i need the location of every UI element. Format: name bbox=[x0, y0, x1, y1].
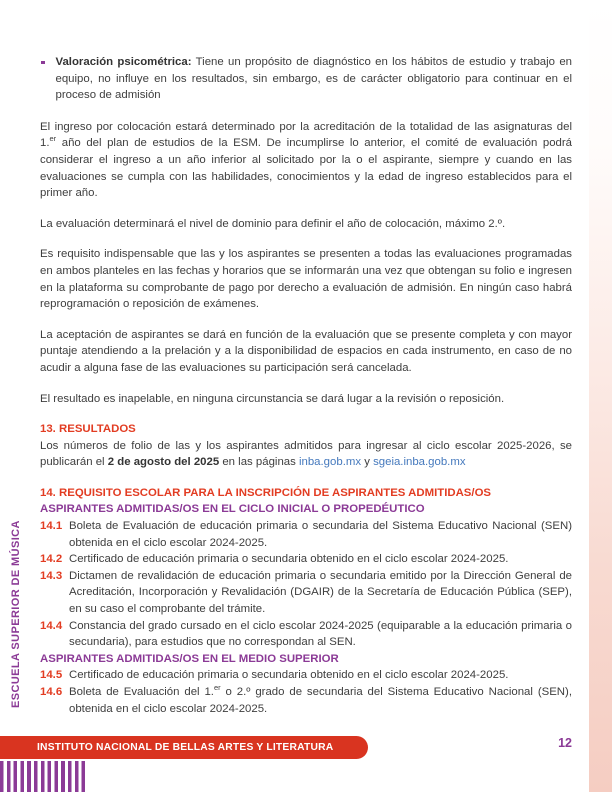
page-number: 12 bbox=[558, 736, 572, 750]
page-content bbox=[40, 54, 572, 717]
footer-banner: INSTITUTO NACIONAL DE BELLAS ARTES Y LITERATURA bbox=[0, 736, 368, 759]
item-text: Constancia del grado cursado en el ciclo escolar 2024-2025 (equiparable a la educación primaria o secundaria), para estudios que no correspondan al SEN. bbox=[69, 619, 572, 649]
paragraph-aceptacion-aspirantes: La aceptación de aspirantes se dará en función de la evaluación que se presente completa y con mayor puntaje atendiendo a la prelación y a la disponibilidad de espacios en cada instrumento, en caso de no acudir a alguna fase de las evaluaciones su participación será cancelada. bbox=[40, 328, 572, 374]
subheading-medio-superior: ASPIRANTES ADMITIDAS/OS EN EL MEDIO SUPERIOR bbox=[40, 652, 339, 665]
results-date-bold: 2 de agosto del 2025 bbox=[107, 456, 220, 469]
requirement-item-14-5 bbox=[40, 667, 572, 684]
bullet-rest-text: Tiene un propósito de diagnóstico en los hábitos de estudio y trabajo en equipo, no influye en los resultados, sin embargo, es de carácter obligatorio para continuar en el proceso de admisión bbox=[55, 56, 573, 102]
item-number: 14.4 bbox=[40, 619, 63, 632]
bullet-lead-bold: Valoración psicométrica: bbox=[55, 56, 192, 68]
paragraph-evaluacion-dominio: La evaluación determinará el nivel de dominio para definir el año de colocación, máximo 2.º. bbox=[40, 217, 506, 230]
item-text: Dictamen de revalidación de educación primaria o secundaria emitido por la Dirección General de Acreditación, Incorporación y Revalidación (DGAIR) de la Secretaría de Educación Pública (SEP), en su caso el comprobante del trámite. bbox=[69, 569, 572, 616]
item-text-part: o 2.º grado de secundaria del Sistema Educativo Nacional (SEN), obtenida en el ciclo escolar 2024-2025. bbox=[69, 686, 572, 715]
results-text-part: en las páginas bbox=[219, 456, 299, 469]
item-number: 14.2 bbox=[40, 553, 63, 566]
paragraph-part: El ingreso por colocación estará determinado por la acreditación de la totalidad de las asignaturas del 1. bbox=[40, 120, 572, 150]
bullet-square-icon bbox=[41, 61, 45, 65]
item-number: 14.1 bbox=[40, 520, 63, 533]
requirement-item-14-3 bbox=[40, 568, 572, 618]
item-number: 14.3 bbox=[40, 569, 63, 582]
results-text-part: y bbox=[361, 456, 374, 469]
bullet-item-text bbox=[56, 54, 573, 104]
paragraph-requisito-indispensable: Es requisito indispensable que las y los aspirantes se presenten a todas las evaluaciones programadas en ambos planteles en las fechas y horarios que se informarán una vez que obtengan su folio e ingresen en la plataforma su comprobante de pago por derecho a evaluación de admisión. En ningún caso habrá reprogramación o reposición de exámenes. bbox=[40, 248, 572, 311]
link-inba-gob-mx[interactable]: inba.gob.mx bbox=[298, 456, 362, 469]
bullet-item-valoracion bbox=[40, 54, 572, 104]
paragraph-resultado-inapelable: El resultado es inapelable, en ninguna circunstancia se dará lugar a la revisión o reposición. bbox=[40, 392, 505, 405]
paragraph-part: año del plan de estudios de la ESM. De incumplirse lo anterior, el comité de evaluación podrá considerar el ingreso a un año inferior al solicitado por la o el aspirante, siempre y cuando en las evaluaciones se cumpla con las habilidades, conocimientos y la edad de ingreso establecidos para el primer año. bbox=[40, 137, 572, 200]
link-sgeia-inba-gob-mx[interactable]: sgeia.inba.gob.mx bbox=[373, 456, 466, 469]
section-13-heading: 13. RESULTADOS bbox=[40, 423, 136, 436]
ordinal-superscript: er bbox=[49, 134, 57, 144]
item-text: Certificado de educación primaria o secundaria obtenido en el ciclo escolar 2024-2025. bbox=[69, 669, 509, 682]
sidebar-vertical-school-name: ESCUELA SUPERIOR DE MÚSICA bbox=[10, 520, 22, 708]
item-text bbox=[69, 684, 572, 717]
footer-stripes-decoration bbox=[0, 761, 88, 792]
ordinal-superscript: er bbox=[213, 683, 221, 693]
requirement-item-14-1 bbox=[40, 518, 572, 551]
subheading-ciclo-inicial: ASPIRANTES ADMITIDAS/OS EN EL CICLO INICIAL O PROPEDÉUTICO bbox=[40, 503, 425, 516]
page-edge-gradient bbox=[589, 0, 612, 792]
requirement-item-14-4 bbox=[40, 618, 572, 651]
requirement-item-14-6 bbox=[40, 684, 572, 717]
section-13-body bbox=[40, 438, 572, 471]
item-text: Certificado de educación primaria o secundaria obtenido en el ciclo escolar 2024-2025. bbox=[69, 553, 509, 566]
section-14-heading: 14. REQUISITO ESCOLAR PARA LA INSCRIPCIÓN DE ASPIRANTES ADMITIDAS/OS bbox=[40, 486, 492, 499]
item-number: 14.6 bbox=[40, 686, 63, 698]
item-text: Boleta de Evaluación de educación primaria o secundaria del Sistema Educativo Nacional (SEN) obtenida en el ciclo escolar 2024-2025. bbox=[69, 520, 572, 549]
item-number: 14.5 bbox=[40, 669, 63, 682]
paragraph-ingreso-colocacion bbox=[40, 119, 572, 202]
results-text-part: Los números de folio de las y los aspirantes admitidos para ingresar al ciclo escolar 2025-2026, se publicarán el bbox=[40, 439, 572, 469]
requirement-item-14-2 bbox=[40, 551, 572, 568]
item-text-part: Boleta de Evaluación del 1. bbox=[69, 686, 214, 698]
